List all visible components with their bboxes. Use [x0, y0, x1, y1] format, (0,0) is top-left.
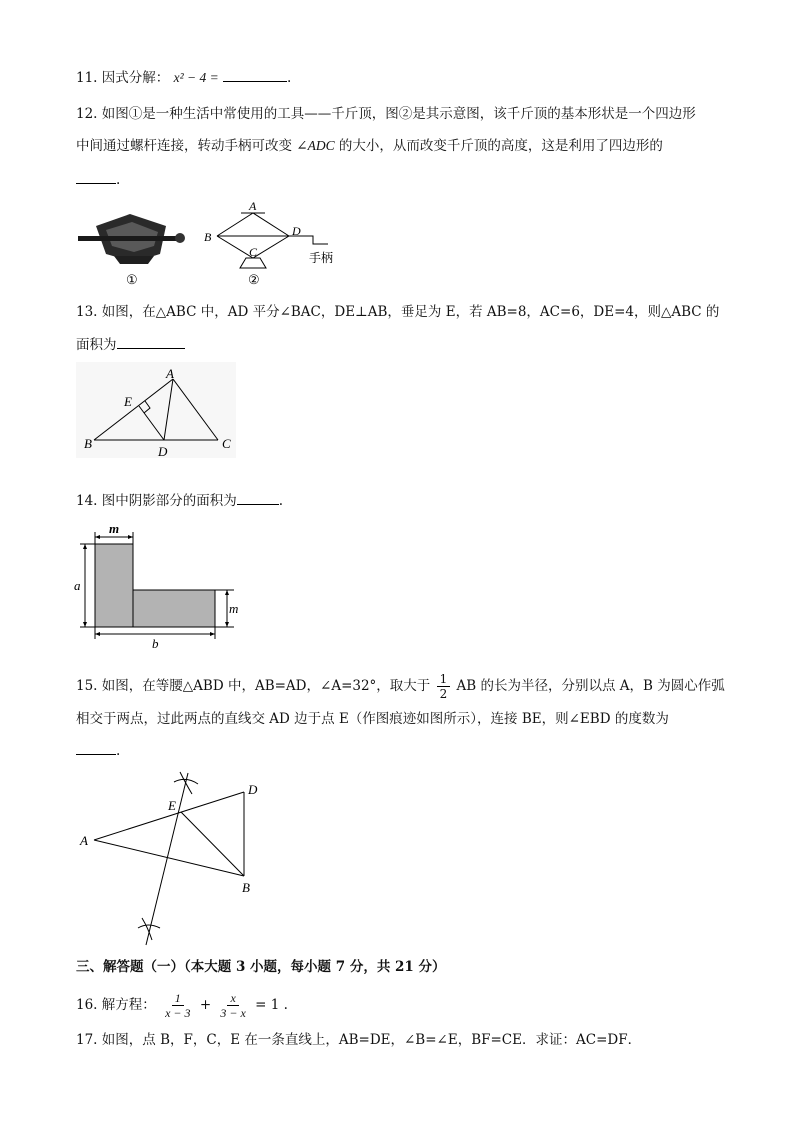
q16-line: [76, 990, 288, 1020]
q13-line-2: [76, 335, 185, 354]
q15-line-3: [76, 741, 120, 760]
q13-text-2: 面积为: [76, 337, 117, 353]
q14-end: .: [278, 493, 284, 509]
q12-fig2-label-D: D: [292, 224, 301, 238]
q17-line: [76, 1031, 641, 1049]
q16-plus: +: [199, 997, 212, 1013]
q16-f2-numerator: x: [227, 991, 238, 1006]
q11-expression: x² − 4 =: [173, 70, 219, 85]
q12-line-1: [76, 105, 696, 123]
q14-text: 图中阴影部分的面积为: [101, 493, 237, 509]
q15-frac-numerator: 1: [437, 672, 451, 687]
q12-text-1: 如图①是一种生活中常使用的工具——千斤顶，图②是其示意图，该千斤顶的基本形状是一个四边形: [101, 106, 696, 122]
q15-text-1a: 如图，在等腰△ABD 中，AB=AD，∠A=32°，取大于: [101, 678, 431, 694]
q14-label-a: a: [74, 578, 81, 593]
q15-answer-blank[interactable]: [76, 741, 116, 755]
q15-line-1: [76, 672, 725, 701]
q13-text-1: 如图，在△ABC 中，AD 平分∠BAC，DE⊥AB，垂足为 E，若 AB=8，AC=6，DE=4，则△ABC 的: [101, 304, 720, 320]
q13-answer-blank[interactable]: [117, 335, 185, 349]
q15-label-B: B: [242, 880, 250, 895]
q14-line: [76, 491, 283, 510]
q16-fraction-1: [162, 991, 193, 1020]
q16-rhs: = 1 .: [255, 997, 288, 1013]
q11-number: 11.: [76, 70, 98, 86]
q12-end: .: [116, 172, 121, 188]
q16-number: 16.: [76, 997, 98, 1013]
q13-number: 13.: [76, 304, 98, 320]
q12-figure-1-label: ①: [126, 272, 138, 287]
q12-line-3: [76, 170, 120, 189]
q12-text-2b: 的大小，从而改变千斤顶的高度，这是利用了四边形的: [338, 138, 663, 154]
q14-label-m-right: m: [229, 601, 239, 616]
q14-answer-blank[interactable]: [237, 491, 279, 505]
q14-number: 14.: [76, 493, 98, 509]
q16-f1-numerator: 1: [172, 991, 184, 1006]
q12-number: 12.: [76, 106, 98, 122]
q15-fraction: [437, 672, 451, 701]
q15-text-2: 相交于两点，过此两点的直线交 AD 边于点 E（作图痕迹如图所示），连接 BE，则∠EBD 的度数为: [76, 711, 669, 727]
q12-fig2-label-B: B: [204, 230, 212, 244]
q11-line: [76, 68, 291, 87]
q13-label-A: A: [166, 366, 174, 381]
q13-label-B: B: [84, 436, 92, 451]
q13-label-D: D: [158, 444, 168, 458]
q15-label-A: A: [80, 833, 88, 848]
q16-f1-denominator: x − 3: [165, 1006, 191, 1020]
q15-line-2: [76, 710, 669, 728]
q15-label-D: D: [248, 782, 258, 797]
q13-label-C: C: [222, 436, 231, 451]
q13-label-E: E: [124, 394, 132, 409]
q15-frac-denominator: 2: [439, 687, 448, 701]
q17-number: 17.: [76, 1032, 98, 1048]
q12-figure-1-jack: [74, 206, 194, 290]
q12-answer-blank[interactable]: [76, 170, 116, 184]
q16-fraction-2: [217, 991, 248, 1020]
q15-end: .: [116, 743, 121, 759]
q16-text: 解方程：: [101, 997, 156, 1013]
q17-text: 如图，点 B，F，C，E 在一条直线上，AB=DE，∠B=∠E，BF=CE．求证：AC=DF．: [101, 1032, 642, 1048]
q14-label-m-top: m: [109, 521, 120, 536]
q12-text-2a: 中间通过螺杆连接，转动手柄可改变: [76, 138, 292, 154]
q12-figure-2-label: ②: [248, 272, 260, 287]
q11-text: 因式分解：: [101, 70, 170, 86]
q11-end: .: [287, 70, 292, 86]
q12-fig2-label-A: A: [249, 199, 257, 213]
q14-figure: [72, 520, 244, 652]
q12-handle-label: 手柄: [309, 251, 334, 265]
q15-figure: [76, 770, 276, 950]
q11-answer-blank[interactable]: [223, 68, 287, 82]
jack-image: [78, 214, 185, 264]
q15-number: 15.: [76, 678, 98, 694]
q13-figure: [76, 362, 236, 458]
q12-line-2: [76, 137, 663, 155]
q13-line-1: [76, 303, 719, 321]
section-3-title: 三、解答题（一）（本大题 3 小题，每小题 7 分，共 21 分）: [76, 959, 446, 975]
q15-label-E: E: [168, 798, 176, 813]
q14-label-b: b: [152, 636, 159, 651]
q16-f2-denominator: 3 − x: [220, 1006, 246, 1020]
q12-fig2-label-C: C: [249, 245, 258, 259]
q12-angle: ∠ADC: [296, 138, 335, 153]
q12-figure-2-diagram: [200, 196, 350, 290]
q15-text-1b: AB 的长为半径，分别以点 A，B 为圆心作弧: [456, 678, 725, 694]
